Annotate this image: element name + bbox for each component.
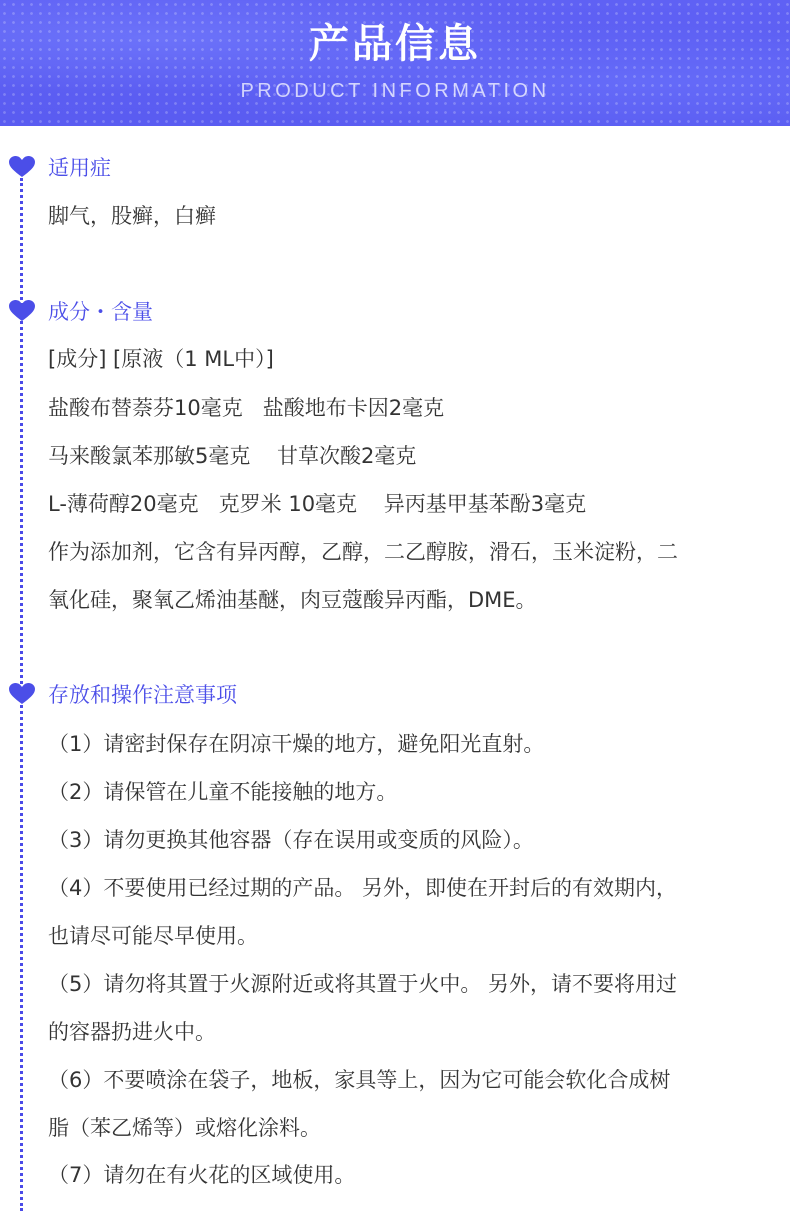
text-line: （3）请勿更换其他容器（存在误用或变质的风险）。: [48, 828, 534, 852]
text-line: （2）请保管在儿童不能接触的地方。: [48, 780, 398, 804]
text-line: 作为添加剂，它含有异丙醇，乙醇，二乙醇胺，滑石，玉米淀粉，二: [48, 540, 678, 564]
text-line: L-薄荷醇20毫克 克罗米 10毫克 异丙基甲基苯酚3毫克: [48, 492, 587, 516]
page-subtitle: PRODUCT INFORMATION: [240, 80, 550, 102]
heart-icon: [9, 683, 35, 705]
text-line: [成分] [原液（1 ML中）]: [48, 347, 274, 371]
text-line: 脂（苯乙烯等）或熔化涂料。: [48, 1116, 321, 1140]
section-title-ingredients: 成分・含量: [48, 300, 153, 324]
section-title-storage: 存放和操作注意事项: [48, 683, 237, 707]
text-line: 也请尽可能尽早使用。: [48, 924, 258, 948]
section-title-indications: 适用症: [48, 156, 111, 180]
page-title: 产品信息: [309, 21, 481, 67]
text-line: （6）不要喷涂在袋子，地板，家具等上，因为它可能会软化合成树: [48, 1068, 671, 1092]
header-banner: [0, 0, 790, 126]
heart-icon: [9, 300, 35, 322]
text-line: 的容器扔进火中。: [48, 1020, 216, 1044]
text-line: 马来酸氯苯那敏5毫克 甘草次酸2毫克: [48, 444, 417, 468]
text-line: （7）请勿在有火花的区域使用。: [48, 1163, 356, 1187]
text-line: 盐酸布替萘芬10毫克 盐酸地布卡因2毫克: [48, 396, 445, 420]
text-line: 脚气，股癣，白癣: [48, 204, 216, 228]
text-line: （5）请勿将其置于火源附近或将其置于火中。 另外，请不要将用过: [48, 972, 678, 996]
heart-icon: [9, 156, 35, 178]
text-line: （4）不要使用已经过期的产品。 另外，即使在开封后的有效期内，: [48, 876, 678, 900]
text-line: （1）请密封保存在阴凉干燥的地方，避免阳光直射。: [48, 732, 545, 756]
text-line: 氧化硅，聚氧乙烯油基醚，肉豆蔻酸异丙酯，DME。: [48, 588, 537, 612]
